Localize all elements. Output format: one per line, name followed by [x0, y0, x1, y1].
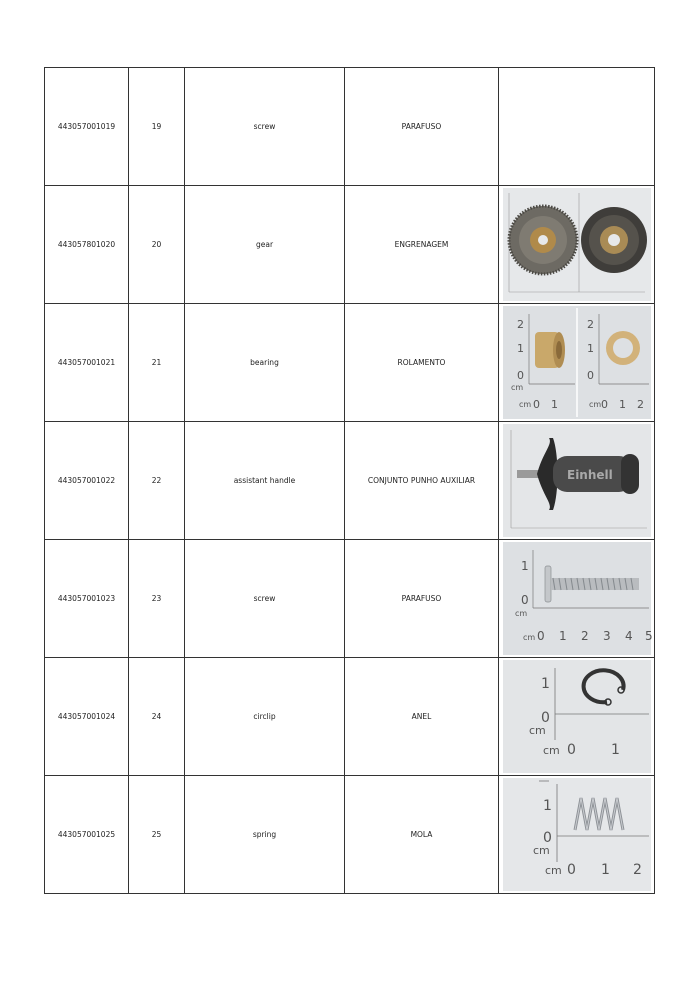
svg-text:0: 0 [566, 862, 576, 878]
svg-text:0: 0 [516, 369, 524, 382]
svg-text:cm: cm [544, 864, 562, 877]
part-name-en: spring [185, 776, 345, 894]
svg-text:1: 1 [558, 629, 567, 643]
svg-text:cm: cm [514, 609, 527, 618]
table-row [45, 540, 655, 658]
position-number: 23 [129, 540, 185, 658]
svg-text:1: 1 [516, 342, 524, 355]
article-number: 443057001022 [45, 422, 129, 540]
position-number: 20 [129, 186, 185, 304]
svg-text:0: 0 [566, 742, 576, 758]
handle-photo [503, 424, 651, 537]
gear-photo [503, 188, 651, 301]
svg-text:2: 2 [516, 318, 524, 331]
position-number: 24 [129, 658, 185, 776]
svg-text:0: 0 [520, 593, 529, 607]
position-number: 21 [129, 304, 185, 422]
table-row [45, 186, 655, 304]
part-name-en: screw [185, 540, 345, 658]
article-number: 443057001021 [45, 304, 129, 422]
part-name-en: bearing [185, 304, 345, 422]
part-name-pt: CONJUNTO PUNHO AUXILIAR [345, 422, 499, 540]
svg-text:1: 1 [550, 398, 558, 411]
svg-text:4: 4 [624, 629, 633, 643]
svg-text:1: 1 [586, 342, 594, 355]
bearing-photo [503, 306, 651, 419]
svg-text:0: 0 [586, 369, 594, 382]
svg-text:5: 5 [644, 629, 653, 643]
svg-text:1: 1 [540, 676, 550, 692]
table-row [45, 776, 655, 894]
svg-text:0: 0 [536, 629, 545, 643]
article-number: 443057001023 [45, 540, 129, 658]
svg-text:1: 1 [610, 742, 620, 758]
svg-text:cm: cm [528, 724, 546, 737]
svg-text:cm: cm [510, 383, 523, 392]
position-number: 22 [129, 422, 185, 540]
part-name-pt: ROLAMENTO [345, 304, 499, 422]
svg-text:3: 3 [602, 629, 611, 643]
position-number: 19 [129, 68, 185, 186]
svg-text:2: 2 [632, 862, 642, 878]
table-row [45, 422, 655, 540]
screw-photo [503, 542, 651, 655]
parts-table [44, 67, 655, 894]
table-row [45, 304, 655, 422]
svg-text:2: 2 [580, 629, 589, 643]
article-number: 443057001024 [45, 658, 129, 776]
article-number: 443057801020 [45, 186, 129, 304]
table-row [45, 658, 655, 776]
part-name-en: screw [185, 68, 345, 186]
svg-text:0: 0 [600, 398, 608, 411]
part-name-pt: PARAFUSO [345, 68, 499, 186]
part-image-cell-empty [499, 68, 655, 186]
svg-text:2: 2 [586, 318, 594, 331]
part-name-en: circlip [185, 658, 345, 776]
svg-text:cm: cm [588, 400, 601, 409]
part-name-pt: ANEL [345, 658, 499, 776]
spring-photo [503, 778, 651, 891]
part-name-pt: PARAFUSO [345, 540, 499, 658]
svg-text:0: 0 [540, 710, 550, 726]
svg-text:cm: cm [542, 744, 560, 757]
part-name-pt: ENGRENAGEM [345, 186, 499, 304]
svg-text:1: 1 [600, 862, 610, 878]
svg-text:cm: cm [532, 844, 550, 857]
svg-text:1: 1 [520, 559, 529, 573]
article-number: 443057001025 [45, 776, 129, 894]
article-number: 443057001019 [45, 68, 129, 186]
table-row [45, 68, 655, 186]
part-name-en: gear [185, 186, 345, 304]
svg-text:1: 1 [618, 398, 626, 411]
handle-logo: Einhell [566, 468, 613, 482]
svg-text:0: 0 [532, 398, 540, 411]
part-name-en: assistant handle [185, 422, 345, 540]
circlip-photo [503, 660, 651, 773]
svg-text:1: 1 [542, 798, 552, 814]
svg-text:cm: cm [522, 633, 535, 642]
part-name-pt: MOLA [345, 776, 499, 894]
svg-text:2: 2 [636, 398, 644, 411]
svg-text:cm: cm [518, 400, 531, 409]
svg-text:0: 0 [542, 830, 552, 846]
position-number: 25 [129, 776, 185, 894]
